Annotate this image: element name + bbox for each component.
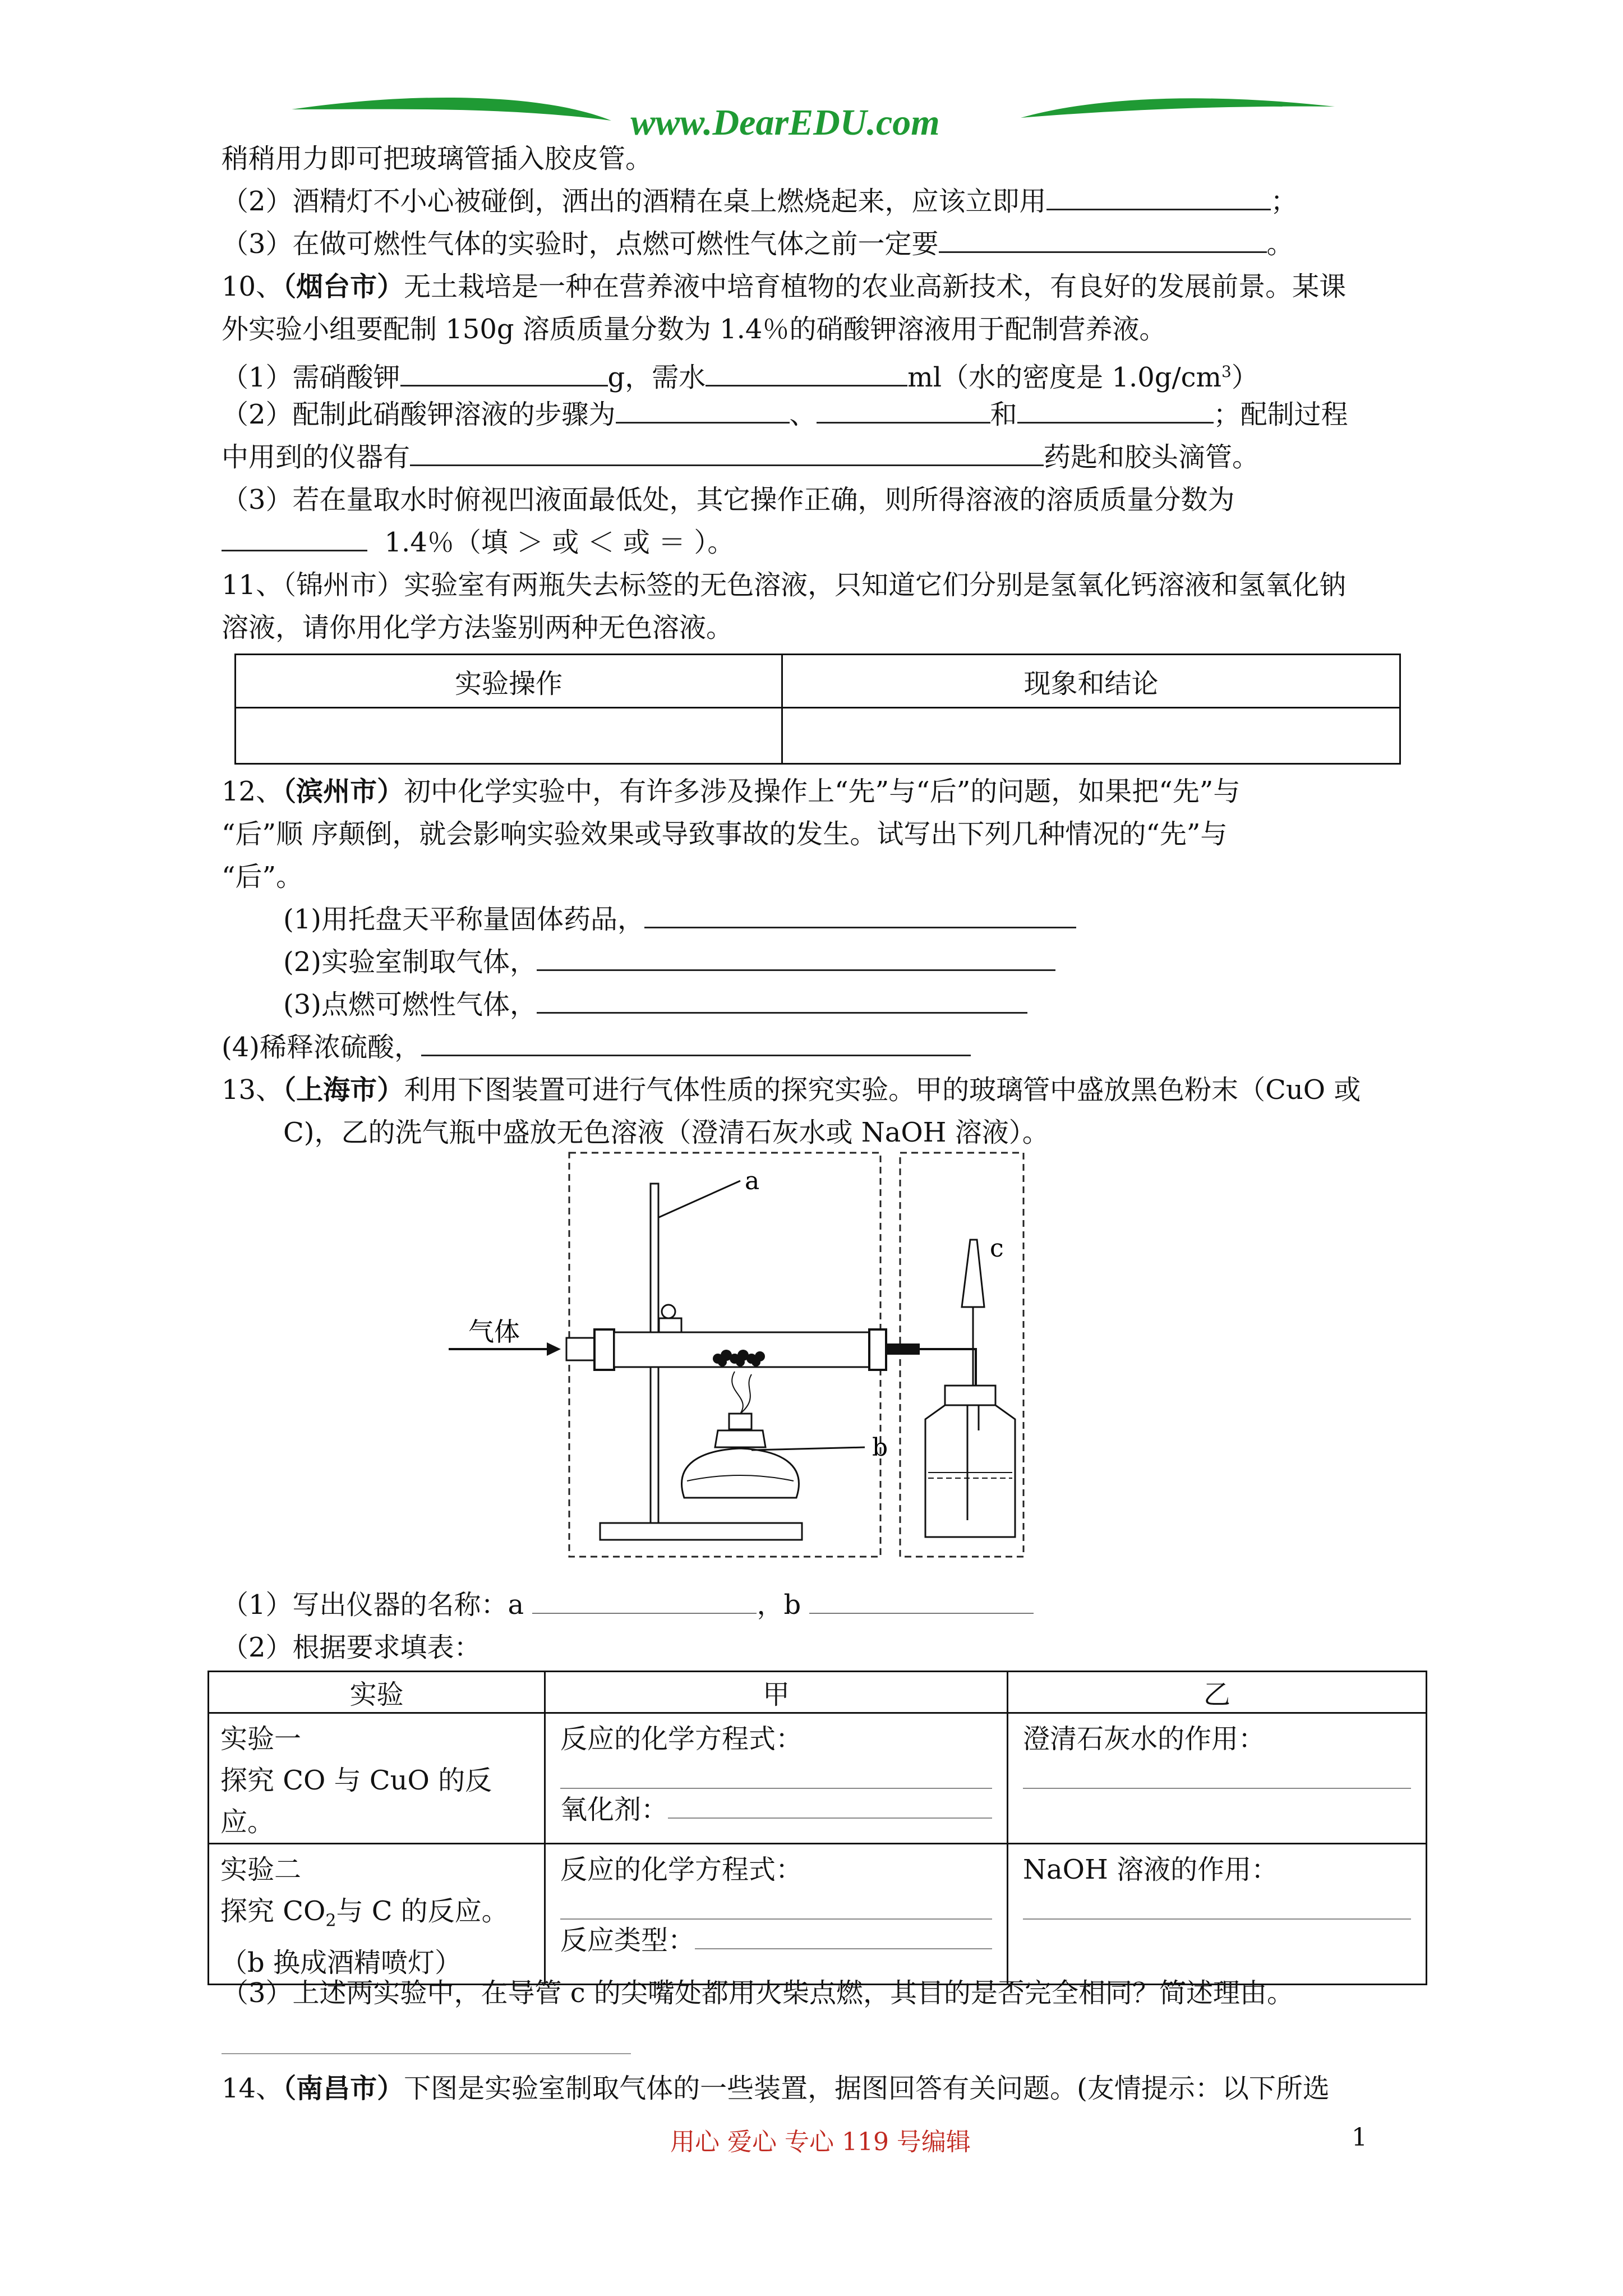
answer-blank[interactable]: [400, 360, 608, 386]
flame: [732, 1372, 751, 1414]
q14-line: 14、（南昌市）下图是实验室制取气体的一些装置，据图回答有关问题。(友情提示：以下所选: [222, 2073, 1330, 2104]
q10-3-line: （3）若在量取水时俯视凹液面最低处，其它操作正确，则所得溶液的溶质质量分数为: [222, 484, 1235, 516]
q10-3-line-2: 1.4％（填 ＞ 或 ＜ 或 ＝ ）。: [222, 524, 734, 561]
answer-blank[interactable]: [817, 397, 990, 424]
rubber-connector: [886, 1343, 920, 1355]
table-cell: 反应的化学方程式： 氧化剂：: [545, 1713, 1008, 1844]
q10-1-line: （1）需硝酸钾 g，需水 ml（水的密度是 $1.0g/cm^3$）: [222, 353, 1258, 396]
q12-3-line: (3)点燃可燃性气体，: [283, 986, 1027, 1023]
answer-blank[interactable]: [809, 1588, 1034, 1614]
apparatus-diagram: [437, 1150, 1060, 1565]
alcohol-lamp-body: [682, 1448, 799, 1498]
table-cell: 实验一 探究 CO 与 CuO 的反应。: [209, 1713, 545, 1844]
table-cell: NaOH 溶液的作用：: [1008, 1844, 1427, 1985]
answer-blank[interactable]: [1046, 184, 1271, 210]
q10-2-line-2: 中用到的仪器有 药匙和胶头滴管。: [222, 439, 1259, 476]
q11-line-2: 溶液，请你用化学方法鉴别两种无色溶液。: [222, 612, 734, 643]
q11-table: [234, 654, 1401, 765]
inlet-stopper: [566, 1338, 594, 1360]
answer-blank[interactable]: [939, 227, 1267, 253]
answer-blank[interactable]: [410, 440, 1044, 466]
q12-line-2: “后”顺 序颠倒，就会影响实验效果或导致事故的发生。试写出下列几种情况的“先”与: [222, 818, 1228, 850]
gas-label: 气体: [468, 1317, 520, 1347]
answer-blank[interactable]: [537, 987, 1027, 1014]
q13-3-line: （3）上述两实验中，在导管 c 的尖嘴处都用火柴点燃，其目的是否完全相同？简述理由。: [222, 1977, 1294, 2009]
answer-blank[interactable]: [706, 360, 907, 386]
gas-washing-bottle: [925, 1405, 1015, 1537]
answer-line[interactable]: [1023, 1890, 1411, 1920]
label-a-pointer: [659, 1181, 740, 1217]
tube-right-cap: [869, 1329, 886, 1370]
iron-stand-base: [600, 1523, 802, 1540]
label-a: a: [745, 1167, 760, 1195]
answer-cell[interactable]: [782, 708, 1400, 764]
tube-c-nozzle: [962, 1240, 984, 1307]
answer-blank[interactable]: [1017, 397, 1214, 424]
label-b-pointer: [751, 1447, 865, 1450]
clamp-screw: [662, 1305, 675, 1318]
table-header: 实验操作: [236, 655, 782, 708]
answer-line[interactable]: [668, 1793, 992, 1819]
table-cell: 澄清石灰水的作用：: [1008, 1713, 1427, 1844]
q13-1-line: （1）写出仪器的名称：a ，b: [222, 1586, 1034, 1623]
answer-blank[interactable]: [537, 945, 1055, 971]
q12-line-3: “后”。: [222, 861, 303, 892]
table-cell: 反应的化学方程式： 反应类型：: [545, 1844, 1008, 1985]
q12-4-line: (4)稀释浓硫酸，: [222, 1029, 971, 1066]
answer-line[interactable]: [560, 1890, 992, 1920]
q10-2-line: （2）配制此硝酸钾溶液的步骤为 、 和 ；配制过程: [222, 396, 1348, 433]
table-header: 乙: [1008, 1672, 1427, 1713]
lamp-neck: [715, 1430, 766, 1447]
q13-line-2: C)，乙的洗气瓶中盛放无色溶液（澄清石灰水或 NaOH 溶液）。: [283, 1117, 1049, 1148]
answer-line[interactable]: [1023, 1760, 1411, 1789]
table-cell: 实验二 探究 $CO_2$与 C 的反应。 （b 换成酒精喷灯）: [209, 1844, 545, 1985]
answer-line[interactable]: [560, 1760, 992, 1789]
answer-blank[interactable]: [532, 1588, 757, 1614]
page-number: 1: [1352, 2123, 1367, 2152]
q13-line: 13、（上海市）利用下图装置可进行气体性质的探究实验。甲的玻璃管中盛放黑色粉末（CuO 或: [222, 1074, 1361, 1106]
q9-2-line: （2）酒精灯不小心被碰倒，洒出的酒精在桌上燃烧起来，应该立即用 ；: [222, 183, 1298, 220]
table-header: 现象和结论: [782, 655, 1400, 708]
text-line: 稍稍用力即可把玻璃管插入胶皮管。: [222, 143, 653, 174]
lamp-cap: [729, 1414, 751, 1429]
answer-blank[interactable]: [421, 1030, 971, 1056]
site-logo-text: www.DearEDU.com: [630, 102, 940, 143]
q12-line: 12、（滨州市）初中化学实验中，有许多涉及操作上“先”与“后”的问题，如果把“先”与: [222, 776, 1241, 807]
table-header: 甲: [545, 1672, 1008, 1713]
answer-blank[interactable]: [644, 902, 1076, 928]
gas-arrow-head: [547, 1342, 561, 1356]
page-header: [0, 0, 1623, 151]
q12-1-line: (1)用托盘天平称量固体药品，: [283, 901, 1076, 938]
q11-line: 11、（锦州市）实验室有两瓶失去标签的无色溶液，只知道它们分别是氢氧化钙溶液和氢氧化钠: [222, 569, 1347, 601]
answer-line[interactable]: [222, 2053, 631, 2054]
label-c: c: [990, 1234, 1004, 1263]
q9-3-line: （3）在做可燃性气体的实验时，点燃可燃性气体之前一定要 。: [222, 226, 1294, 263]
answer-blank[interactable]: [616, 397, 790, 424]
footer-text: 用心 爱心 专心 119 号编辑: [670, 2128, 971, 2156]
header-swoosh-logo: [0, 0, 1623, 151]
answer-blank[interactable]: [222, 525, 367, 551]
q12-2-line: (2)实验室制取气体，: [283, 944, 1055, 981]
tube-left-cap: [594, 1329, 614, 1370]
q10-line: 10、（烟台市）无土栽培是一种在营养液中培育植物的农业高新技术，有良好的发展前景。某课: [222, 271, 1347, 302]
q13-2-line: （2）根据要求填表：: [222, 1632, 481, 1663]
answer-cell[interactable]: [236, 708, 782, 764]
label-b: b: [872, 1433, 888, 1462]
q10-line-2: 外实验小组要配制 150g 溶质质量分数为 1.4％的硝酸钾溶液用于配制营养液。: [222, 314, 1166, 345]
answer-line[interactable]: [695, 1924, 992, 1949]
q13-table: [208, 1671, 1427, 1985]
bottle-stopper: [945, 1386, 995, 1405]
table-header: 实验: [209, 1672, 545, 1713]
